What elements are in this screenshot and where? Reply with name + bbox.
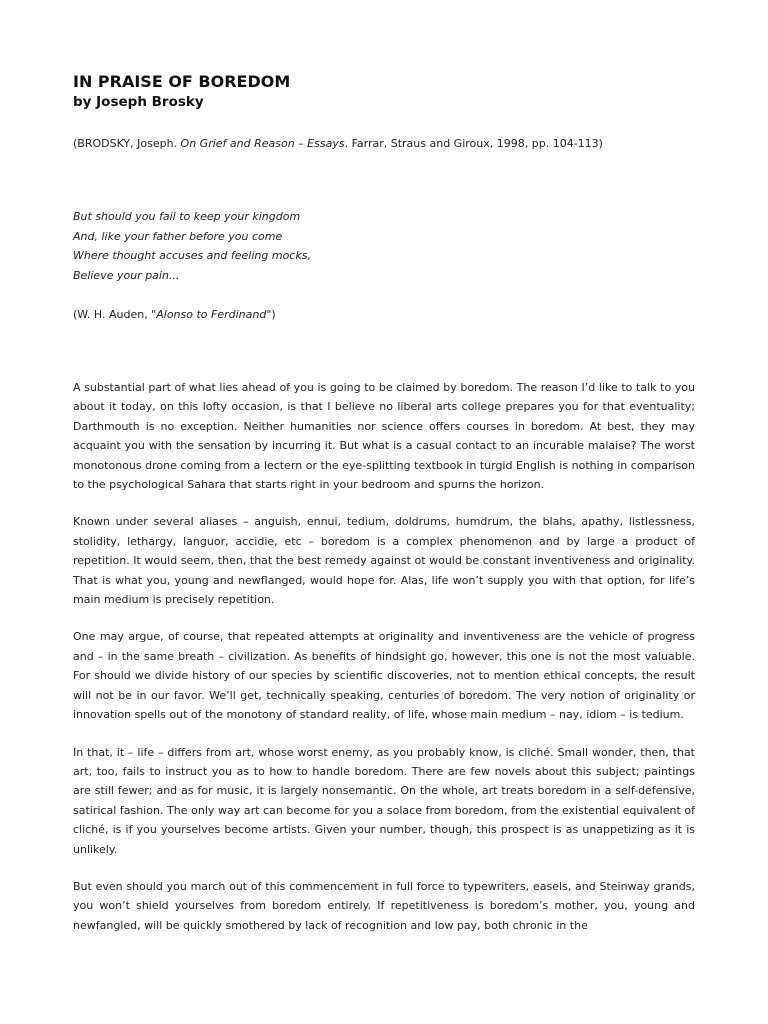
essay-body	[73, 378, 695, 935]
document-title: IN PRAISE OF BOREDOM	[73, 72, 291, 91]
document-page	[73, 72, 695, 953]
author-byline: by Joseph Brosky	[73, 94, 204, 110]
citation	[73, 134, 695, 153]
poem-line: And, like your father before you come	[73, 229, 283, 243]
attribution-poem-title: Alonso to Ferdinand	[156, 308, 267, 321]
paragraph: Known under several aliases – anguish, ennui, tedium, doldrums, humdrum, the blahs, apathy, listlessness, stolidity, lethargy, languor, accidie, etc – boredom is a complex phenomenon and by large a product of repetition. It would seem, then, that the best remedy against ot would be constant inventiveness and originality. That is what you, young and newflanged, would hope for. Alas, life won’t supply you with that option, for life’s main medium is precisely repetition.	[73, 515, 695, 607]
paragraph: In that, it – life – differs from art, whose worst enemy, as you probably know, is cliché. Small wonder, then, that art, too, fails to instruct you as to how to handle boredom. There are few novels about this subject; paintings are still fewer; and as for music, it is largely nonsemantic. On the whole, art treats boredom in a self-defensive, satirical fashion. The only way art can become for you a solace from boredom, from the existential equivalent of cliché, is if you yourselves become artists. Given your number, though, this prospect is as unappetizing as it is unlikely.	[73, 745, 695, 856]
citation-suffix: . Farrar, Straus and Giroux, 1998, pp. 104-113)	[344, 137, 603, 150]
poem-line: Believe your pain...	[73, 268, 180, 282]
paragraph: One may argue, of course, that repeated attempts at originality and inventiveness are the vehicle of progress and – in the same breath – civilization. As benefits of hindsight go, however, this one is not the most valuable. For should we divide history of our species by scientific discoveries, not to mention ethical concepts, the result will not be in our favor. We’ll get, technically speaking, centuries of boredom. The very notion of originality or innovation spells out of the monotony of standard reality, of life, whose main medium – nay, idiom – is tedium.	[73, 630, 695, 722]
epigraph-poem	[73, 207, 695, 285]
attribution-suffix: ")	[266, 308, 276, 321]
epigraph-attribution	[73, 305, 695, 324]
attribution-prefix: (W. H. Auden, "	[73, 308, 157, 321]
paragraph: But even should you march out of this commencement in full force to typewriters, easels, and Steinway grands, you won’t shield yourselves from boredom entirely. If repetitiveness is boredom’s mother, you, young and newfangled, will be quickly smothered by lack of recognition and low pay, both chronic in the	[73, 879, 695, 932]
citation-book-title: On Grief and Reason – Essays	[180, 137, 345, 150]
citation-prefix: (BRODSKY, Joseph.	[73, 137, 181, 150]
poem-line: Where thought accuses and feeling mocks,	[73, 249, 311, 262]
paragraph: A substantial part of what lies ahead of you is going to be claimed by boredom. The reason I’d like to talk to you about it today, on this lofty occasion, is that I believe no liberal arts college prepares you for that eventuality; Darthmouth is no exception. Neither humanities nor science offers courses in boredom. At best, they may acquaint you with the sensation by incurring it. But what is a casual contact to an incurable malaise? The worst monotonous drone coming from a lectern or the eye-splitting textbook in turgid English is nothing in comparison to the psychological Sahara that starts right in your bedroom and spurns the horizon.	[73, 381, 695, 492]
poem-line: But should you fail to keep your kingdom	[73, 210, 301, 223]
